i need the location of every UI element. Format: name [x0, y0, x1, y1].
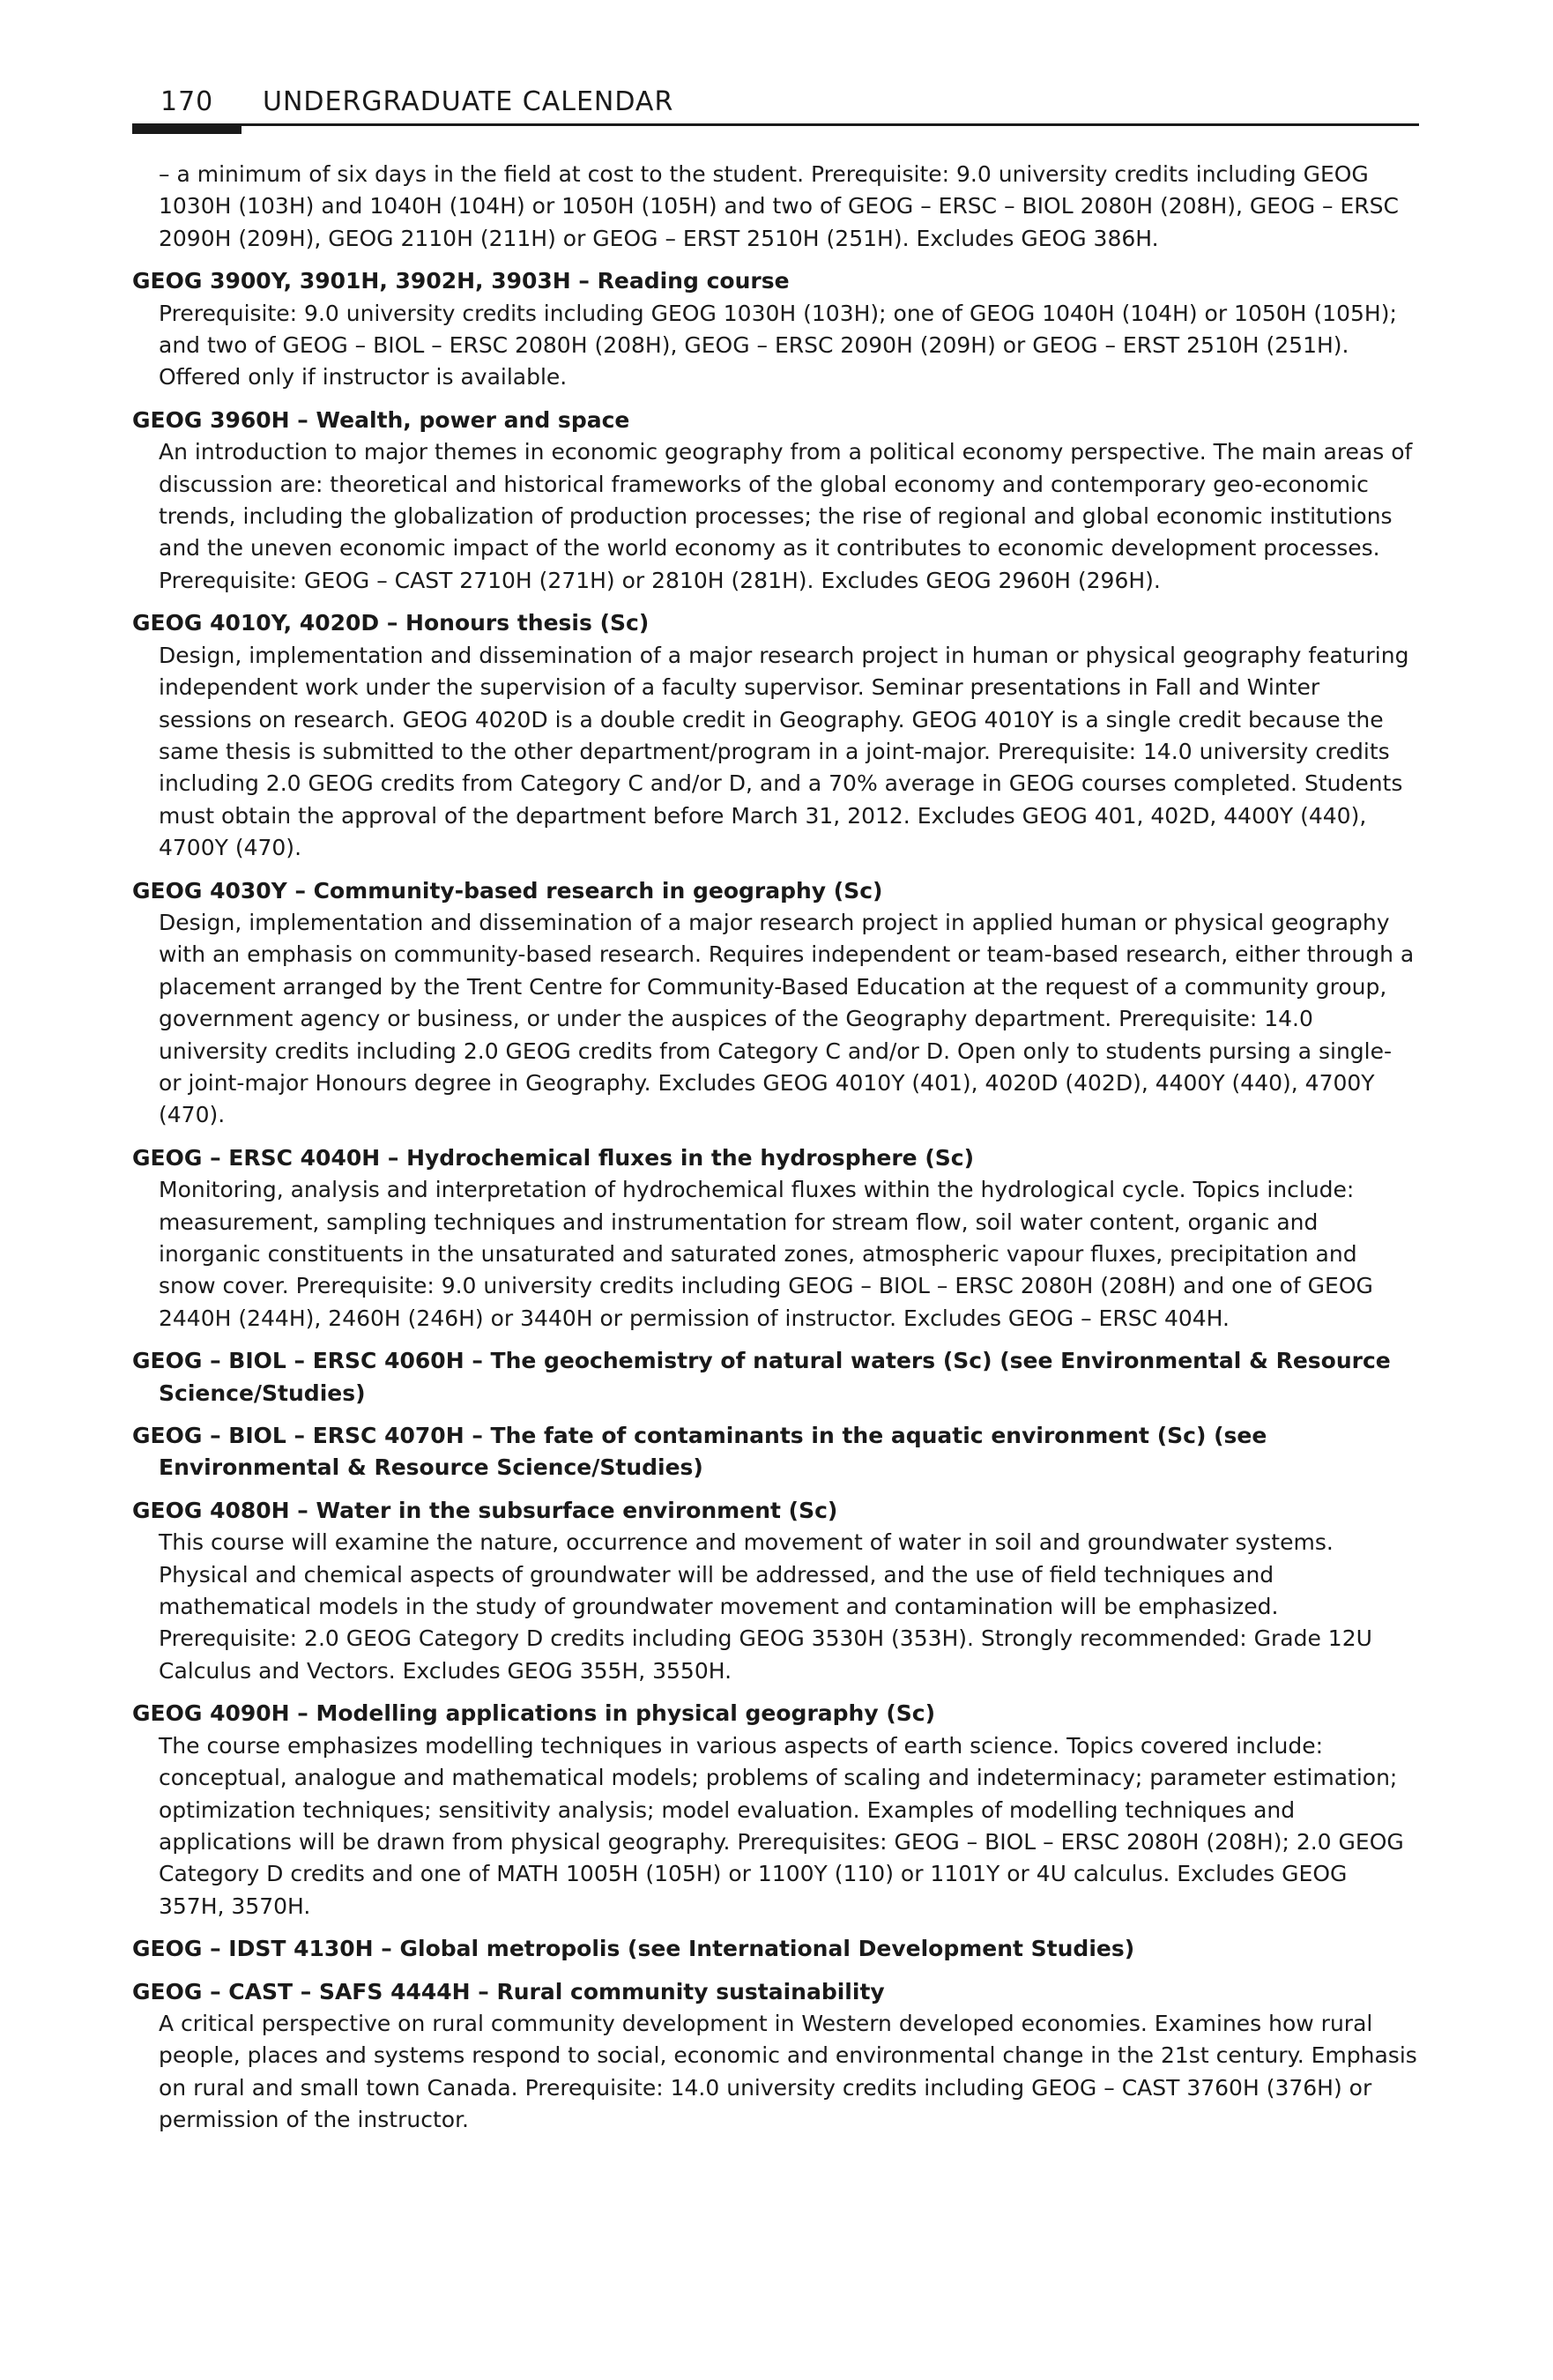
header-rule — [132, 123, 1419, 126]
course-title: GEOG 4030Y – Community-based research in geography (Sc) — [132, 877, 883, 904]
course-title: GEOG – CAST – SAFS 4444H – Rural community sustainability — [132, 1978, 885, 2004]
course-description: Design, implementation and dissemination of a major research project in human or physical geography featuring independent work under the supervision of a faculty supervisor. Seminar presentations in Fall and Winter sessions on research. GEOG 4020D is a double credit in Geography. GEOG 4010Y is a single credit because the same thesis is submitted to the other department/program in a joint-major. Prerequisite: 14.0 university credits including 2.0 GEOG credits from Category C and/or D, and a 70% average in GEOG courses completed. Students must obtain the approval of the department before March 31, 2012. Excludes GEOG 401, 402D, 4400Y (440), 4700Y (470). — [159, 642, 1409, 861]
continued-description: – a minimum of six days in the field at cost to the student. Prerequisite: 9.0 university credits including GEOG 1030H (103H) and 1040H (104H) or 1050H (105H) and two of GEOG – ERSC – BIOL 2080H (208H), GEOG – ERSC 2090H (209H), GEOG 2110H (211H) or GEOG – ERST 2510H (251H). Excludes GEOG 386H. — [159, 161, 1399, 251]
course-description: The course emphasizes modelling techniques in various aspects of earth science. Topics covered include: conceptual, analogue and mathematical models; problems of scaling and indeterminacy; parameter estimation; optimization techniques; sensitivity analysis; model evaluation. Examples of modelling techniques and applications will be drawn from physical geography. Prerequisites: GEOG – BIOL – ERSC 2080H (208H); 2.0 GEOG Category D credits and one of MATH 1005H (105H) or 1100Y (110) or 1101Y or 4U calculus. Excludes GEOG 357H, 3570H. — [159, 1732, 1404, 1919]
course-entry — [132, 1976, 1419, 2137]
course-entry — [132, 1495, 1419, 1687]
course-listing — [132, 159, 1419, 2147]
course-description: Monitoring, analysis and interpretation of hydrochemical fluxes within the hydrological cycle. Topics include: measurement, sampling techniques and instrumentation for stream flow, soil water content, organic and inorganic constituents in the unsaturated and saturated zones, atmospheric vapour fluxes, precipitation and snow cover. Prerequisite: 9.0 university credits including GEOG – BIOL – ERSC 2080H (208H) and one of GEOG 2440H (244H), 2460H (246H) or 3440H or permission of instructor. Excludes GEOG – ERSC 404H. — [159, 1177, 1373, 1331]
running-header — [132, 85, 1419, 123]
course-entry — [132, 1698, 1419, 1923]
course-description: Design, implementation and dissemination of a major research project in applied human or physical geography with an emphasis on community-based research. Requires independent or team-based research, either through a placement arranged by the Trent Centre for Community-Based Education at the request of a community group, government agency or business, or under the auspices of the Geography department. Prerequisite: 14.0 university credits including 2.0 GEOG credits from Category C and/or D. Open only to students pursing a single- or joint-major Honours degree in Geography. Excludes GEOG 4010Y (401), 4020D (402D), 4400Y (440), 4700Y (470). — [159, 909, 1415, 1128]
course-title: GEOG 4080H – Water in the subsurface environment (Sc) — [132, 1497, 838, 1523]
course-entry — [132, 405, 1419, 597]
course-title: GEOG 3900Y, 3901H, 3902H, 3903H – Reading course — [132, 268, 790, 294]
course-entry — [132, 1420, 1419, 1484]
course-title: GEOG 4090H – Modelling applications in physical geography (Sc) — [132, 1700, 936, 1727]
course-title: GEOG – BIOL – ERSC 4060H – The geochemistry of natural waters (Sc) (see Environmental & Resource Science/Studies) — [132, 1348, 1391, 1406]
course-title: GEOG 3960H – Wealth, power and space — [132, 406, 630, 433]
course-entry — [132, 1345, 1419, 1409]
course-title: GEOG 4010Y, 4020D – Honours thesis (Sc) — [132, 610, 650, 636]
page-number: 170 — [160, 86, 214, 117]
course-title: GEOG – ERSC 4040H – Hydrochemical fluxes in the hydrosphere (Sc) — [132, 1144, 975, 1171]
course-entry — [132, 875, 1419, 1132]
running-header-title: UNDERGRADUATE CALENDAR — [263, 86, 674, 117]
course-title: GEOG – BIOL – ERSC 4070H – The fate of contaminants in the aquatic environment (Sc) (see Environmental & Resource Science/Studies) — [132, 1423, 1267, 1481]
course-description: An introduction to major themes in economic geography from a political economy perspective. The main areas of discussion are: theoretical and historical frameworks of the global economy and contemporary geo-economic trends, including the globalization of production processes; the rise of regional and global economic institutions and the uneven economic impact of the world economy as it contributes to economic development processes. Prerequisite: GEOG – CAST 2710H (271H) or 2810H (281H). Excludes GEOG 2960H (296H). — [159, 439, 1413, 593]
course-description: Prerequisite: 9.0 university credits including GEOG 1030H (103H); one of GEOG 1040H (104H) or 1050H (105H); and two of GEOG – BIOL – ERSC 2080H (208H), GEOG – ERSC 2090H (209H) or GEOG – ERST 2510H (251H). Offered only if instructor is available. — [159, 300, 1397, 390]
course-entry — [132, 1933, 1419, 1965]
header-rule-tab — [132, 123, 241, 134]
course-title: GEOG – IDST 4130H – Global metropolis (see International Development Studies) — [132, 1936, 1135, 1962]
course-entry — [132, 607, 1419, 864]
course-description: A critical perspective on rural community development in Western developed economies. Examines how rural people, places and systems respond to social, economic and environmental change in the 21st century. Emphasis on rural and small town Canada. Prerequisite: 14.0 university credits including GEOG – CAST 3760H (376H) or permission of the instructor. — [159, 2010, 1417, 2133]
course-entry — [132, 265, 1419, 394]
course-entry — [132, 1142, 1419, 1335]
course-description: This course will examine the nature, occurrence and movement of water in soil and groundwater systems. Physical and chemical aspects of groundwater will be addressed, and the use of field techniques and mathematical models in the study of groundwater movement and contamination will be emphasized. Prerequisite: 2.0 GEOG Category D credits including GEOG 3530H (353H). Strongly recommended: Grade 12U Calculus and Vectors. Excludes GEOG 355H, 3550H. — [159, 1529, 1372, 1684]
